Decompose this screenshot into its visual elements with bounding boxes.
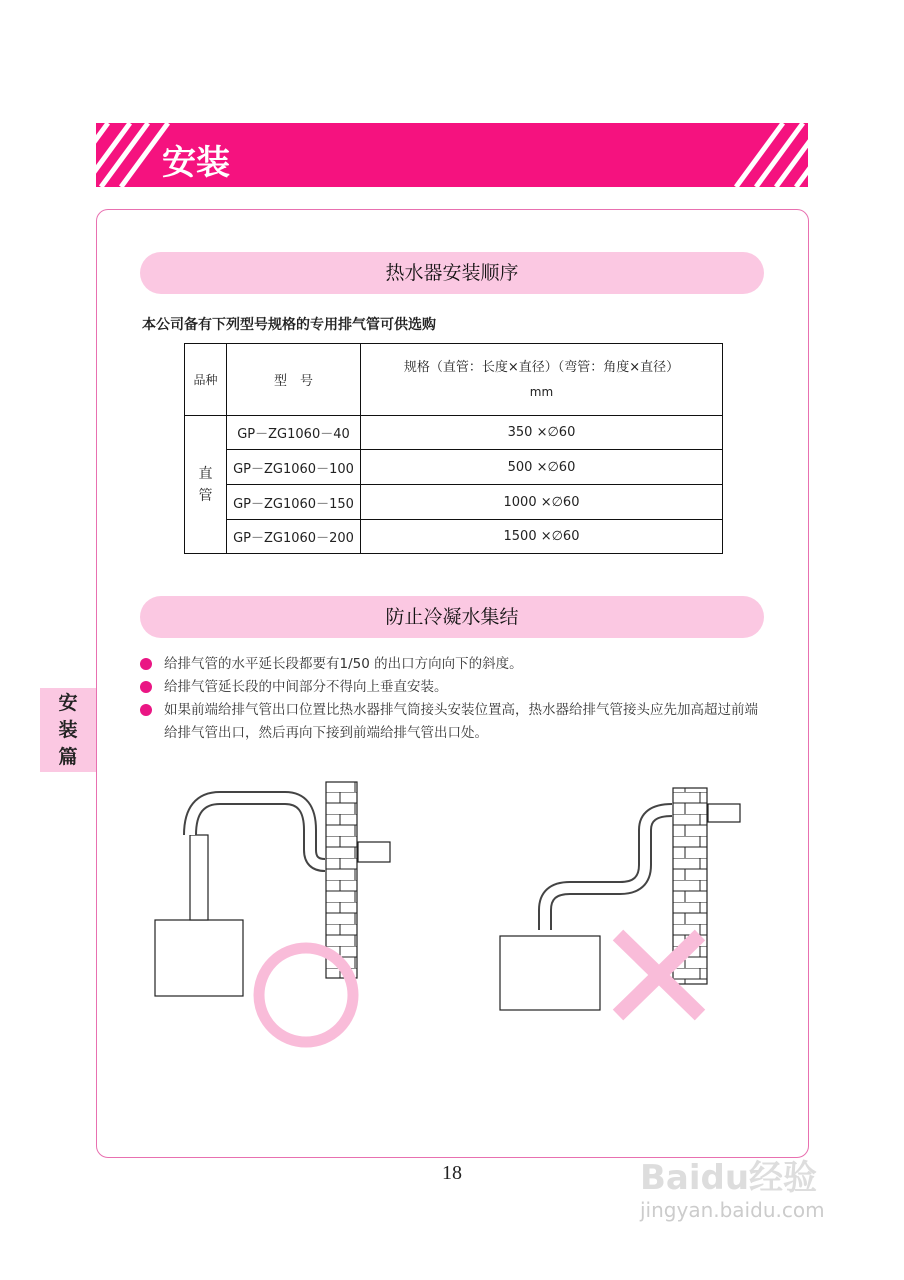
bullet-text: 如果前端给排气管出口位置比热水器排气筒接头安装位置高，热水器给排气管接头应先加高超过前端给排气管出口，然后再向下接到前端给排气管出口处。 <box>164 702 758 741</box>
bullet-list <box>140 653 770 745</box>
spec-cell: 350 ×∅60 <box>361 416 723 450</box>
page-number: 18 <box>442 1162 462 1184</box>
model-cell: GP－ZG1060－40 <box>227 416 361 450</box>
table-row <box>185 520 723 554</box>
watermark-url: jingyan.baidu.com <box>640 1198 825 1222</box>
spec-cell: 1000 ×∅60 <box>361 485 723 520</box>
correct-diagram <box>155 782 390 1042</box>
side-tab <box>40 688 96 772</box>
header-model: 型 号 <box>227 344 361 416</box>
spec-cell: 500 ×∅60 <box>361 450 723 485</box>
table-header-row <box>185 344 723 416</box>
header-spec: 规格（直管：长度×直径）（弯管：角度×直径） <box>403 359 680 375</box>
side-tab-char: 装 <box>58 719 78 741</box>
bullet-dot-icon <box>140 681 152 693</box>
table-row <box>185 485 723 520</box>
bullet-text: 给排气管的水平延长段都要有1/50 的出口方向向下的斜度。 <box>164 656 523 672</box>
bullet-text: 给排气管延长段的中间部分不得向上垂直安装。 <box>164 679 448 695</box>
table-row <box>185 450 723 485</box>
correct-mark-icon <box>259 948 353 1042</box>
section-heading: 防止冷凝水集结 <box>140 596 764 638</box>
header-kind: 品种 <box>185 344 227 416</box>
bullet-dot-icon <box>140 658 152 670</box>
spec-cell: 1500 ×∅60 <box>361 520 723 554</box>
section-heading: 热水器安装顺序 <box>140 252 764 294</box>
bullet-item <box>140 653 770 676</box>
title-banner <box>96 123 808 187</box>
incorrect-diagram <box>500 788 740 1015</box>
table-row <box>185 416 723 450</box>
header-unit: mm <box>529 384 554 399</box>
installation-diagrams <box>0 770 904 1050</box>
side-tab-char: 安 <box>58 692 78 714</box>
bullet-item <box>140 699 770 745</box>
side-tab-char: 篇 <box>58 746 78 768</box>
model-cell: GP－ZG1060－100 <box>227 450 361 485</box>
bullet-item <box>140 676 770 699</box>
pipe-spec-table <box>184 343 723 554</box>
model-cell: GP－ZG1060－150 <box>227 485 361 520</box>
page-title: 安装 <box>162 143 230 183</box>
intro-text: 本公司备有下列型号规格的专用排气管可供选购 <box>142 317 436 333</box>
model-cell: GP－ZG1060－200 <box>227 520 361 554</box>
group-label: 直管 <box>185 416 227 554</box>
bullet-dot-icon <box>140 704 152 716</box>
watermark-logo: Baidu经验 <box>640 1158 818 1198</box>
